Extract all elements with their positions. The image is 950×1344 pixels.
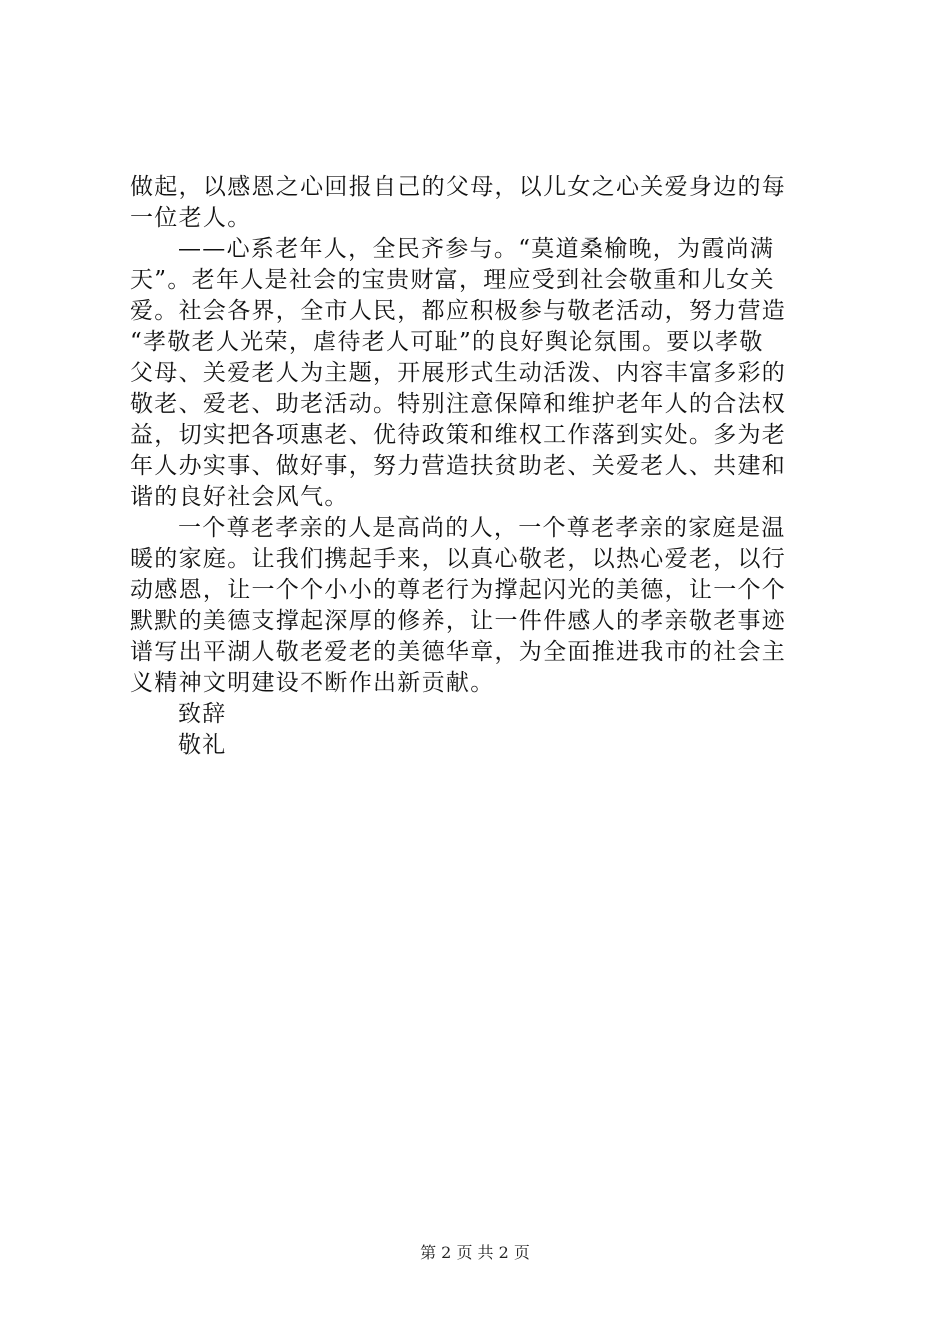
text-line: 动感恩，让一个个小小的尊老行为撑起闪光的美德，让一个个 xyxy=(130,577,787,603)
document-body xyxy=(130,172,826,761)
text-line: 做起，以感恩之心回报自己的父母，以儿女之心关爱身边的每 xyxy=(130,174,787,200)
text-line: 益，切实把各项惠老、优待政策和维权工作落到实处。多为老 xyxy=(130,422,787,448)
text-line: “孝敬老人光荣，虐待老人可耻”的良好舆论氛围。要以孝敬 xyxy=(130,329,764,355)
text-line: ——心系老年人，全民齐参与。“莫道桑榆晚，为霞尚满 xyxy=(178,236,775,262)
text-line: 一个尊老孝亲的人是高尚的人，一个尊老孝亲的家庭是温 xyxy=(178,515,786,541)
text-line: 暖的家庭。让我们携起手来，以真心敬老，以热心爱老，以行 xyxy=(130,546,787,572)
text-line: 谱写出平湖人敬老爱老的美德华章，为全面推进我市的社会主 xyxy=(130,639,787,665)
text-line: 父母、关爱老人为主题，开展形式生动活泼、内容丰富多彩的 xyxy=(130,360,787,386)
text-line: 默默的美德支撑起深厚的修养，让一件件感人的孝亲敬老事迹 xyxy=(130,608,787,634)
closing-regards: 敬礼 xyxy=(178,732,227,758)
closing-salutation: 致辞 xyxy=(178,701,227,727)
text-line: 敬老、爱老、助老活动。特别注意保障和维护老年人的合法权 xyxy=(130,391,787,417)
page-number-footer: 第 2 页 共 2 页 xyxy=(420,1243,530,1262)
text-line: 义精神文明建设不断作出新贡献。 xyxy=(130,670,495,696)
text-line: 年人办实事、做好事，努力营造扶贫助老、关爱老人、共建和 xyxy=(130,453,787,479)
text-line: 谐的良好社会风气。 xyxy=(130,484,349,510)
text-line: 天”。老年人是社会的宝贵财富，理应受到社会敬重和儿女关 xyxy=(130,267,775,293)
text-line: 爱。社会各界，全市人民，都应积极参与敬老活动，努力营造 xyxy=(130,298,787,324)
text-line: 一位老人。 xyxy=(130,205,252,231)
